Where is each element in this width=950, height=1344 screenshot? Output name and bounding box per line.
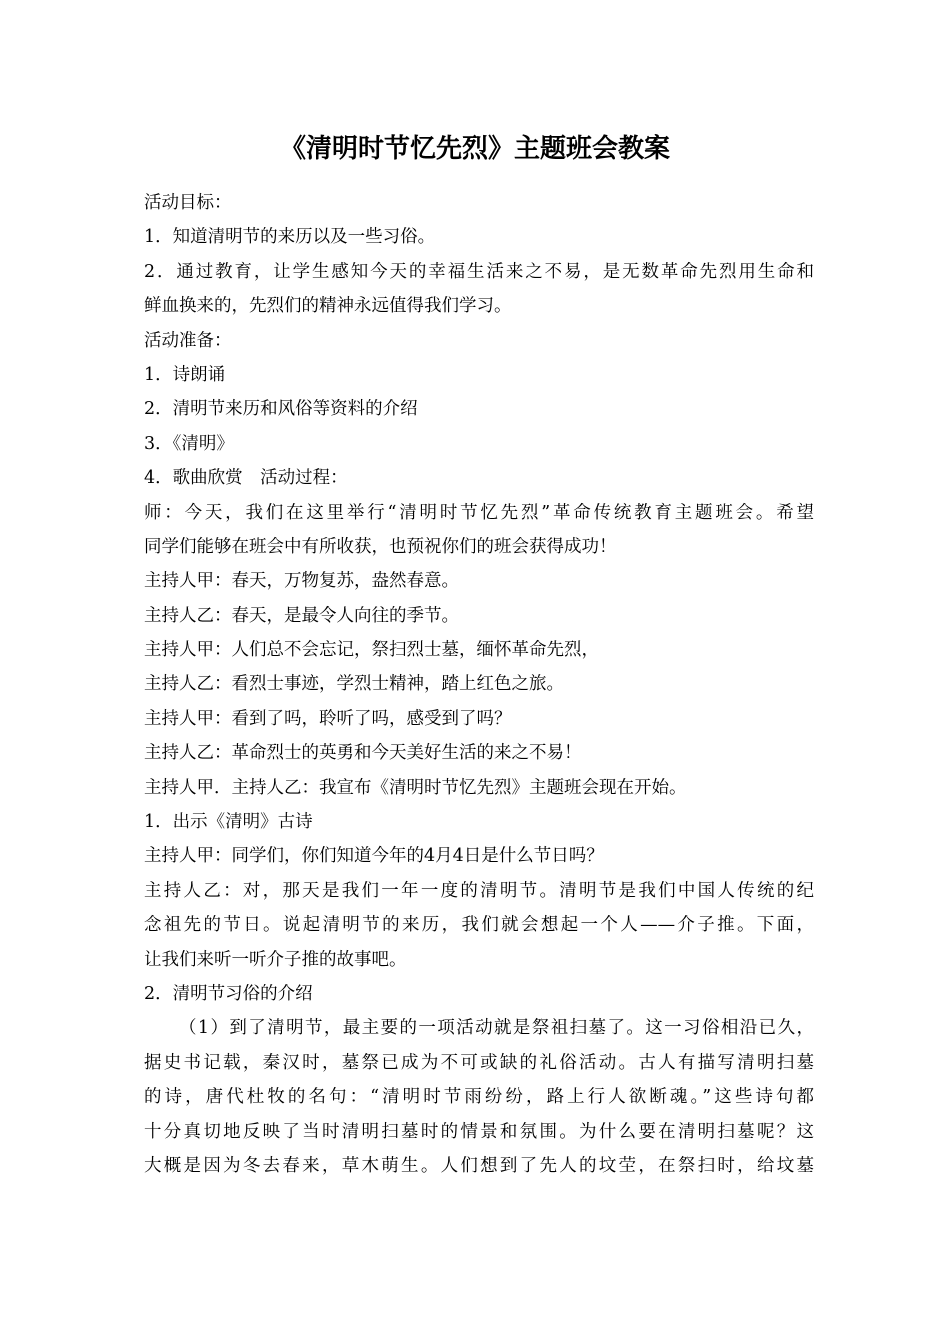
- dialogue-line: 主持人甲：春天，万物复苏，盎然春意。: [144, 571, 459, 592]
- paragraph-line: （1）到了清明节，最主要的一项活动就是祭祖扫墓了。这一习俗相沿已久，: [179, 1018, 814, 1039]
- paragraph-line: 1．诗朗诵: [144, 364, 226, 385]
- section-heading-goals: 活动目标：: [144, 193, 232, 213]
- paragraph-line: 据史书记载，秦汉时，墓祭已成为不可或缺的礼俗活动。古人有描写清明扫墓: [144, 1052, 814, 1073]
- dialogue-line: 主持人甲：同学们，你们知道今年的4月4日是什么节日吗？: [144, 846, 604, 867]
- document-body: [144, 186, 814, 1183]
- dialogue-line: 主持人甲：人们总不会忘记，祭扫烈士墓，缅怀革命先烈，: [144, 640, 599, 661]
- paragraph-line: 2．通过教育，让学生感知今天的幸福生活来之不易，是无数革命先烈用生命和: [144, 261, 814, 282]
- paragraph-line: 师：今天，我们在这里举行“清明时节忆先烈”革命传统教育主题班会。希望: [144, 502, 814, 523]
- paragraph-line: 3．《清明》: [144, 433, 234, 454]
- dialogue-line: 主持人甲：看到了吗，聆听了吗，感受到了吗？: [144, 708, 512, 729]
- paragraph-line: 十分真切地反映了当时清明扫墓时的情景和氛围。为什么要在清明扫墓呢？这: [144, 1121, 814, 1142]
- paragraph-line: 2．清明节习俗的介绍: [144, 983, 313, 1004]
- paragraph-line: 让我们来听一听介子推的故事吧。: [144, 949, 407, 970]
- paragraph-line: 2．清明节来历和风俗等资料的介绍: [144, 399, 418, 420]
- paragraph-line: 念祖先的节日。说起清明节的来历，我们就会想起一个人——介子推。下面，: [144, 915, 814, 936]
- dialogue-line: 主持人甲．主持人乙：我宣布《清明时节忆先烈》主题班会现在开始。: [144, 777, 687, 798]
- paragraph-line: 鲜血换来的，先烈们的精神永远值得我们学习。: [144, 296, 512, 317]
- dialogue-line: 主持人乙：春天，是最令人向往的季节。: [144, 605, 459, 626]
- dialogue-line: 主持人乙：看烈士事迹，学烈士精神，踏上红色之旅。: [144, 674, 564, 695]
- paragraph-line: 1．知道清明节的来历以及一些习俗。: [144, 227, 436, 248]
- page-title: 《清明时节忆先烈》主题班会教案: [279, 134, 670, 164]
- paragraph-line: 4．歌曲欣赏 活动过程：: [144, 468, 348, 489]
- dialogue-line: 主持人乙：对，那天是我们一年一度的清明节。清明节是我们中国人传统的纪: [144, 880, 814, 901]
- paragraph-line: 1．出示《清明》古诗: [144, 812, 313, 833]
- dialogue-line: 主持人乙：革命烈士的英勇和今天美好生活的来之不易！: [144, 743, 582, 764]
- section-heading-preparation: 活动准备：: [144, 330, 232, 351]
- paragraph-line: 大概是因为冬去春来，草木萌生。人们想到了先人的坟茔，在祭扫时，给坟墓: [144, 1155, 814, 1176]
- paragraph-line: 的诗，唐代杜牧的名句：“清明时节雨纷纷，路上行人欲断魂。”这些诗句都: [144, 1087, 814, 1108]
- paragraph-line: 同学们能够在班会中有所收获，也预祝你们的班会获得成功！: [144, 536, 617, 557]
